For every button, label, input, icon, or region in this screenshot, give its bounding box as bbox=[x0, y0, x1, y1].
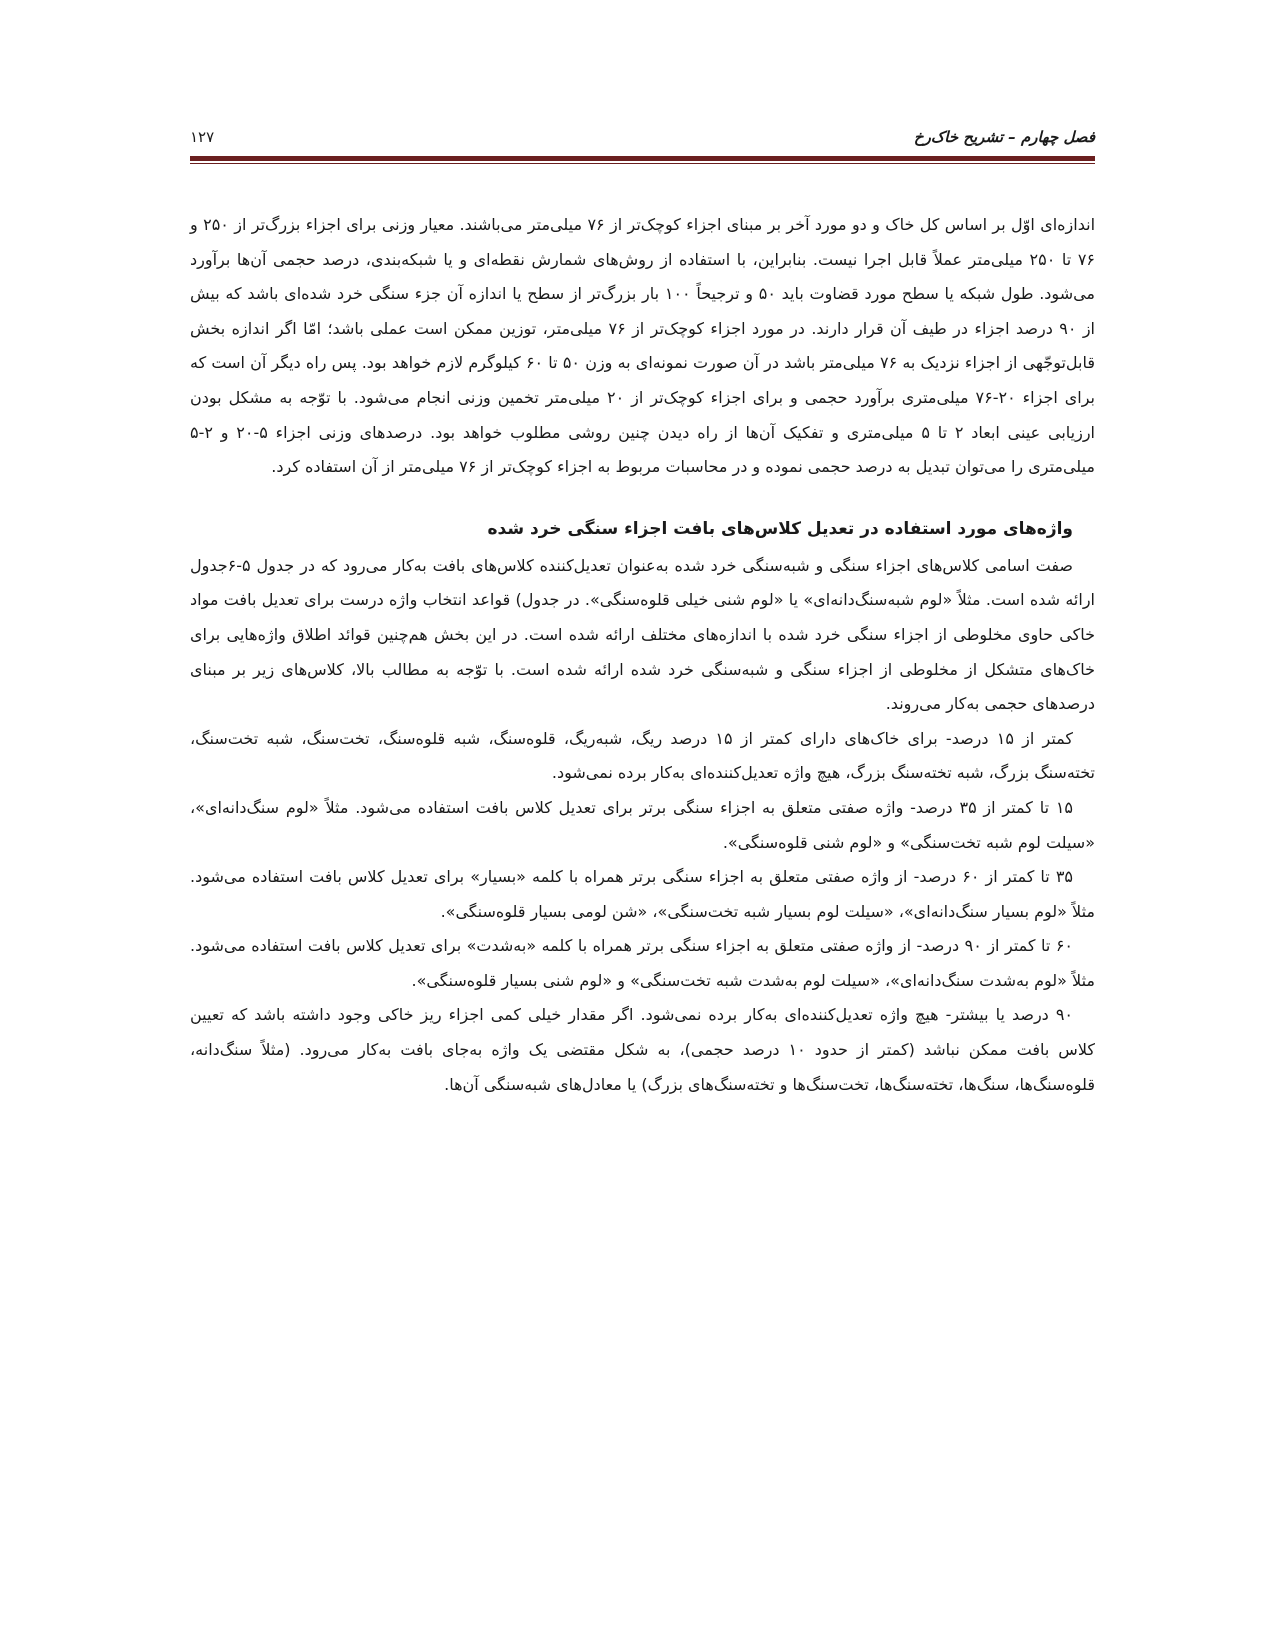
header-rule-thick bbox=[190, 156, 1095, 161]
chapter-title: فصل چهارم – تشریح خاک‌رخ bbox=[913, 128, 1095, 146]
paragraph-modifiers: صفت اسامی کلاس‌های اجزاء سنگی و شبه‌سنگی خرد شده به‌عنوان تعدیل‌کننده کلاس‌های بافت به‌کار می‌رود که در جدول ۵-۶جدول ارائه شده است. مثلاً «لوم شبه‌سنگ‌دانه‌ای» یا «لوم شنی خیلی قلوه‌سنگی». در جدول) قواعد انتخاب واژه درست برای تعدیل بافت مواد خاکی حاوی مخلوطی از اجزاء سنگی خرد شده با اندازه‌های مختلف ارائه شده است. در این بخش هم‌چنین قوائد اطلاق واژه‌هایی برای خاک‌های متشکل از مخلوطی از اجزاء سنگی و شبه‌سنگی خرد شده ارائه شده است. با توّجه به مطالب بالا، کلاس‌های زیر بر مبنای درصدهای حجمی به‌کار می‌روند. bbox=[190, 555, 1095, 714]
paragraph-90-or-more: ۹۰ درصد یا بیشتر- هیچ واژه تعدیل‌کننده‌ای به‌کار برده نمی‌شود. اگر مقدار خیلی کمی اجزاء ریز خاکی وجود داشته باشد که تعیین کلاس بافت ممکن نباشد (کمتر از حدود ۱۰ درصد حجمی)، به شکل مقتضی یک واژه به‌جای بافت به‌کار می‌رود. (مثلاً سنگ‌دانه، قلوه‌سنگ‌ها، سنگ‌ها، تخته‌سنگ‌ها، تخت‌سنگ‌ها و تخته‌سنگ‌های بزرگ) یا معادل‌های شبه‌سنگی آن‌ها. bbox=[190, 1005, 1095, 1094]
paragraph-60-to-90: ۶۰ تا کمتر از ۹۰ درصد- از واژه صفتی متعلق به اجزاء سنگی برتر همراه با کلمه «به‌شدت» برای تعدیل کلاس بافت استفاده می‌شود. مثلاً «لوم به‌شدت سنگ‌دانه‌ای»، «سیلت لوم به‌شدت شبه تخت‌سنگی» و «لوم شنی بسیار قلوه‌سنگی». bbox=[190, 936, 1095, 990]
body-text bbox=[190, 208, 1095, 1102]
paragraph-35-to-60: ۳۵ تا کمتر از ۶۰ درصد- از واژه صفتی متعلق به اجزاء سنگی برتر همراه با کلمه «بسیار» برای تعدیل کلاس بافت استفاده می‌شود. مثلاً «لوم بسیار سنگ‌دانه‌ای»، «سیلت لوم بسیار شبه تخت‌سنگی»، «شن لومی بسیار قلوه‌سنگی». bbox=[190, 867, 1095, 921]
intro-paragraph: اندازه‌ای اوّل بر اساس کل خاک و دو مورد آخر بر مبنای اجزاء کوچک‌تر از ۷۶ میلی‌متر می‌باشند. معیار وزنی برای اجزاء بزرگ‌تر از ۲۵۰ و ۷۶ تا ۲۵۰ میلی‌متر عملاً قابل اجرا نیست. بنابراین، با استفاده از روش‌های شمارش نقطه‌ای و یا شبکه‌بندی، درصد حجمی آن‌ها برآورد می‌شود. طول شبکه یا سطح مورد قضاوت باید ۵۰ و ترجیحاً ۱۰۰ بار بزرگ‌تر از سطح یا اندازه آن جزء سنگی خرد شده‌ای باشد که بیش از ۹۰ درصد اجزاء در طیف آن قرار دارند. در مورد اجزاء کوچک‌تر از ۷۶ میلی‌متر، توزین ممکن است عملی باشد؛ امّا اگر اندازه بخش قابل‌توجّهی از اجزاء نزدیک به ۷۶ میلی‌متر باشد در آن صورت نمونه‌ای به وزن ۵۰ تا ۶۰ کیلوگرم لازم خواهد بود. پس راه دیگر آن است که برای اجزاء ۲۰-۷۶ میلی‌متری برآورد حجمی و برای اجزاء کوچک‌تر از ۲۰ میلی‌متر تخمین وزنی انجام می‌شود. با توّجه به مشکل بودن ارزیابی عینی ابعاد ۲ تا ۵ میلی‌متری و تفکیک آن‌ها از راه دیدن چنین روشی مطلوب خواهد بود. درصدهای وزنی اجزاء ۵-۲۰ و ۲-۵ میلی‌متری را می‌توان تبدیل به درصد حجمی نموده و در محاسبات مربوط به اجزاء کوچک‌تر از ۷۶ میلی‌متر از آن استفاده کرد. bbox=[190, 215, 1096, 477]
header-rule-thin bbox=[190, 163, 1095, 164]
paragraph-15-to-35: ۱۵ تا کمتر از ۳۵ درصد- واژه صفتی متعلق به اجزاء سنگی برتر برای تعدیل کلاس بافت استفاده می‌شود. مثلاً «لوم سنگ‌دانه‌ای»، «سیلت لوم شبه تخت‌سنگی» و «لوم شنی قلوه‌سنگی». bbox=[190, 797, 1095, 852]
paragraph-less-than-15: کمتر از ۱۵ درصد- برای خاک‌های دارای کمتر از ۱۵ درصد ریگ، شبه‌ریگ، قلوه‌سنگ، شبه قلوه‌سنگ، تخت‌سنگ، شبه تخت‌سنگ، تخته‌سنگ بزرگ، شبه تخته‌سنگ بزرگ، هیچ واژه تعدیل‌کننده‌ای به‌کار برده نمی‌شود. bbox=[190, 728, 1095, 783]
page-number: ۱۲۷ bbox=[190, 128, 215, 146]
page-header bbox=[190, 128, 1095, 154]
section-heading: واژه‌های مورد استفاده در تعدیل کلاس‌های بافت اجزاء سنگی خرد شده bbox=[487, 518, 1073, 539]
